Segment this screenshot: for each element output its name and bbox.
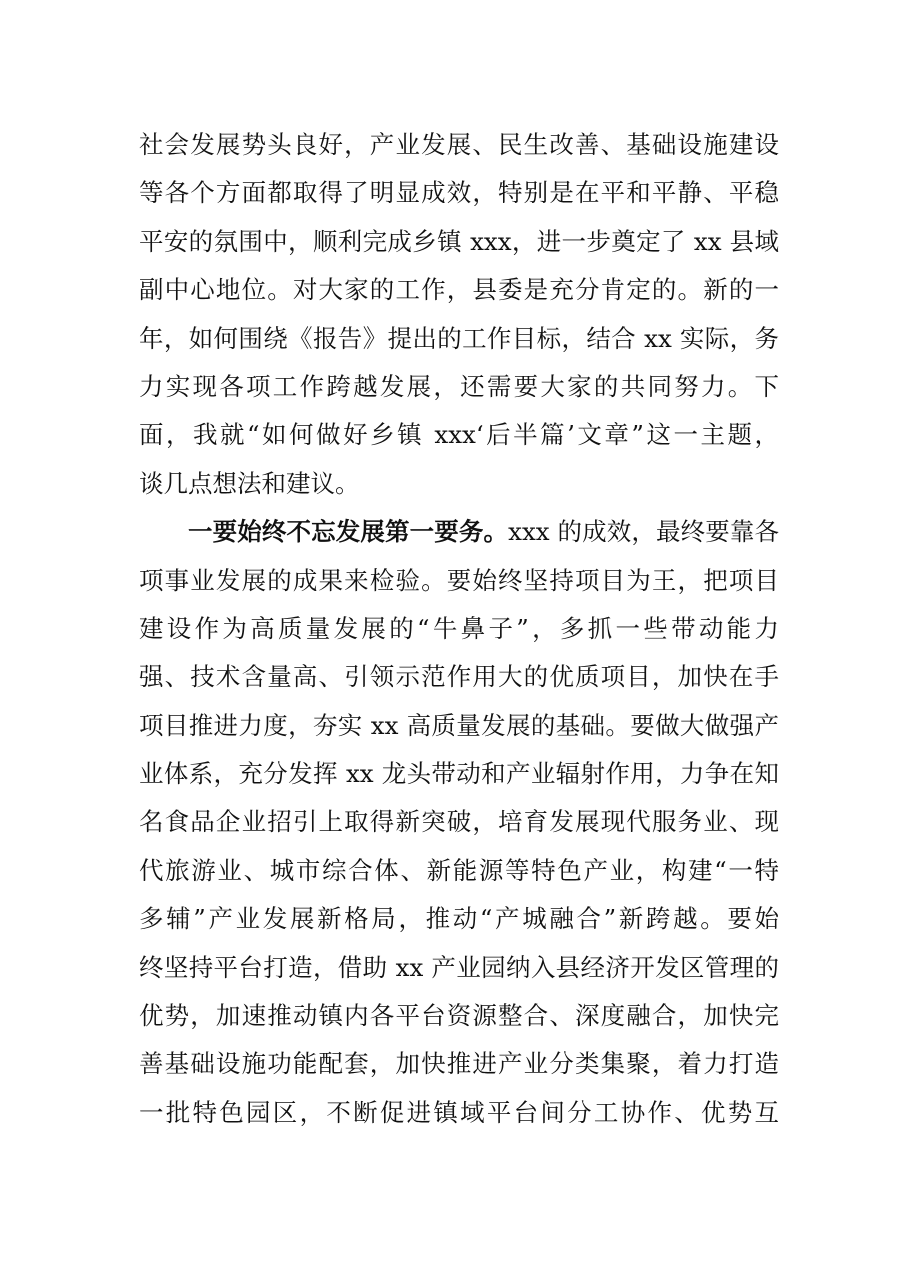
text-line: 代旅游业、城市综合体、新能源等特色产业，构建“一特 <box>139 855 779 885</box>
text-line: 优势，加速推动镇内各平台资源整合、深度融合，加快完 <box>139 1001 779 1031</box>
text-line: 力实现各项工作跨越发展，还需要大家的共同努力。下 <box>139 371 779 401</box>
text-line: 善基础设施功能配套，加快推进产业分类集聚，着力打造 <box>139 1049 779 1079</box>
text-line: 平安的氛围中，顺利完成乡镇 xxx，进一步奠定了 xx 县域 <box>139 226 779 256</box>
text-line: 强、技术含量高、引领示范作用大的优质项目，加快在手 <box>139 662 779 692</box>
section-heading: 一要始终不忘发展第一要务。 <box>188 517 509 547</box>
paragraph-first-line <box>139 508 779 556</box>
text-line: 年，如何围绕《报告》提出的工作目标，结合 xx 实际，务 <box>139 323 779 353</box>
text-line: 建设作为高质量发展的“牛鼻子”，多抓一些带动能力 <box>139 613 779 643</box>
text-run: xxx 的成效，最终要靠各 <box>508 517 779 547</box>
text-line: 等各个方面都取得了明显成效，特别是在平和平静、平稳 <box>139 178 779 208</box>
text-line: 社会发展势头良好，产业发展、民生改善、基础设施建设 <box>139 130 779 159</box>
document-body <box>139 121 779 1137</box>
text-line: 名食品企业招引上取得新突破，培育发展现代服务业、现 <box>139 807 779 837</box>
text-line: 项事业发展的成果来检验。要始终坚持项目为王，把项目 <box>139 565 779 595</box>
text-line: 谈几点想法和建议。 <box>139 468 360 498</box>
text-line: 业体系，充分发挥 xx 龙头带动和产业辐射作用，力争在知 <box>139 759 779 789</box>
text-line: 一批特色园区，不断促进镇域平台间分工协作、优势互 <box>139 1097 779 1127</box>
text-line: 终坚持平台打造，借助 xx 产业园纳入县经济开发区管理的 <box>139 952 779 982</box>
text-line: 多辅”产业发展新格局，推动“产城融合”新跨越。要始 <box>139 904 779 934</box>
text-line: 副中心地位。对大家的工作，县委是充分肯定的。新的一 <box>139 275 779 305</box>
text-line: 面，我就“如何做好乡镇 xxx‘后半篇’文章”这一主题， <box>139 420 779 450</box>
text-line: 项目推进力度，夯实 xx 高质量发展的基础。要做大做强产 <box>139 710 779 740</box>
